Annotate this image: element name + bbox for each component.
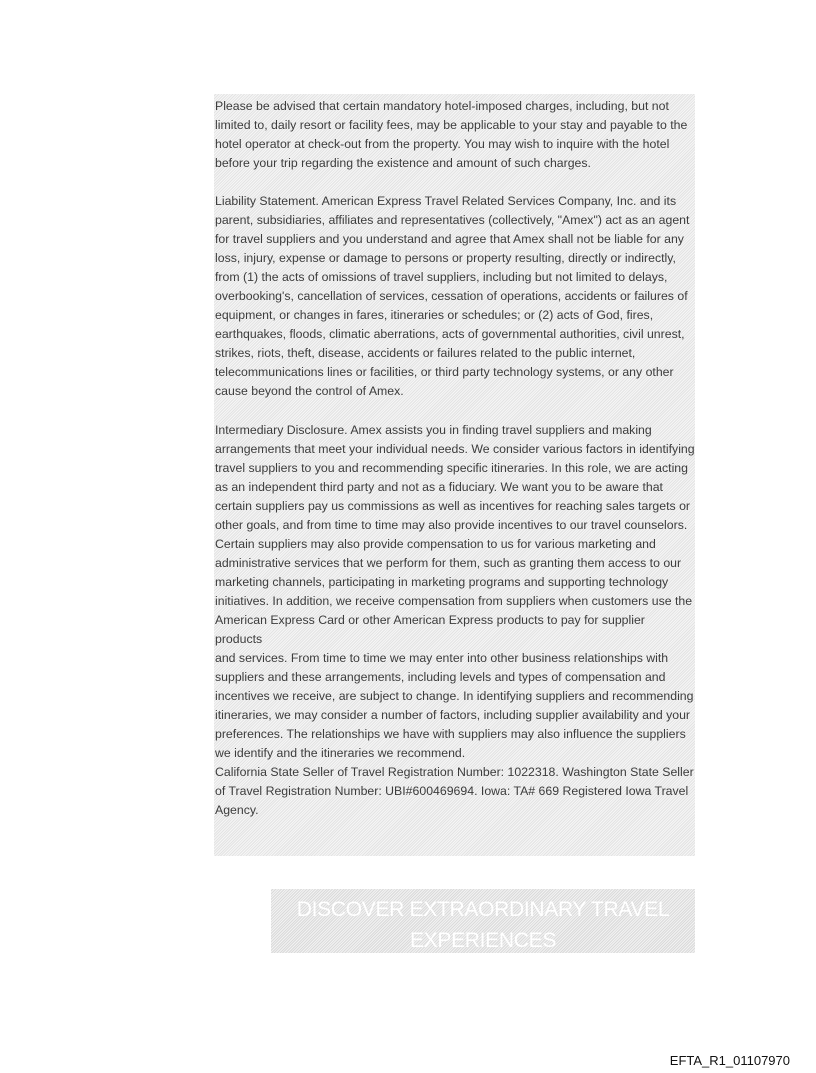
banner-line-2: EXPERIENCES bbox=[409, 929, 557, 952]
discover-banner-text[interactable] bbox=[271, 894, 695, 956]
hotel-charges-paragraph: Please be advised that certain mandatory hotel-imposed charges, including, but not limited to, daily resort or facility fees, may be applicable to your stay and payable to the hotel operator at check-out from the property. You may wish to inquire with the hotel before your trip regarding the existence and amount of such charges. bbox=[215, 99, 688, 170]
intermediary-disclosure-paragraph: Intermediary Disclosure. Amex assists you in finding travel suppliers and making arrangements that meet your individual needs. We consider various factors in identifying travel suppliers to you and recommending specific itineraries. In this role, we are acting as an independent third party and not as a fiduciary. We want you to be aware that certain suppliers pay us commissions as well as incentives for reaching sales targets or other goals, and from time to time may also provide incentives to our travel counselors. Certain suppliers may also provide compensation to us for various marketing and administrative services that we perform for them, such as granting them access to our marketing channels, participating in marketing programs and supporting technology initiatives. In addition, we receive compensation from suppliers when customers use the American Express Card or other American Express products to pay for supplier products and services. From time to time we may enter into other business relationships with suppliers and these arrangements, including levels and types of compensation and incentives we receive, are subject to change. In identifying suppliers and recommending itineraries, we may consider a number of factors, including supplier availability and your preferences. The relationships we have with suppliers may also influence the suppliers we identify and the itineraries we recommend. bbox=[215, 423, 695, 760]
liability-statement-paragraph: Liability Statement. American Express Travel Related Services Company, Inc. and its parent, subsidiaries, affiliates and representatives (collectively, "Amex") act as an agent for travel suppliers and you understand and agree that Amex shall not be liable for any loss, injury, expense or damage to persons or property resulting, directly or indirectly, from (1) the acts of omissions of travel suppliers, including but not limited to delays, overbooking's, cancellation of services, cessation of operations, accidents or failures of equipment, or changes in fares, itineraries or schedules; or (2) acts of God, fires, earthquakes, floods, climatic aberrations, acts of governmental authorities, civil unrest, strikes, riots, theft, disease, accidents or failures related to the public internet, telecommunications lines or facilities, or third party technology systems, or any other cause beyond the control of Amex. bbox=[215, 194, 690, 398]
banner-line-1: DISCOVER EXTRAORDINARY TRAVEL bbox=[296, 898, 670, 921]
document-id: EFTA_R1_01107970 bbox=[669, 1053, 790, 1068]
registration-paragraph: California State Seller of Travel Registration Number: 1022318. Washington State Seller of Travel Registration Number: UBI#600469694. Iowa: TA# 669 Registered Iowa Travel Agency. bbox=[215, 765, 694, 817]
